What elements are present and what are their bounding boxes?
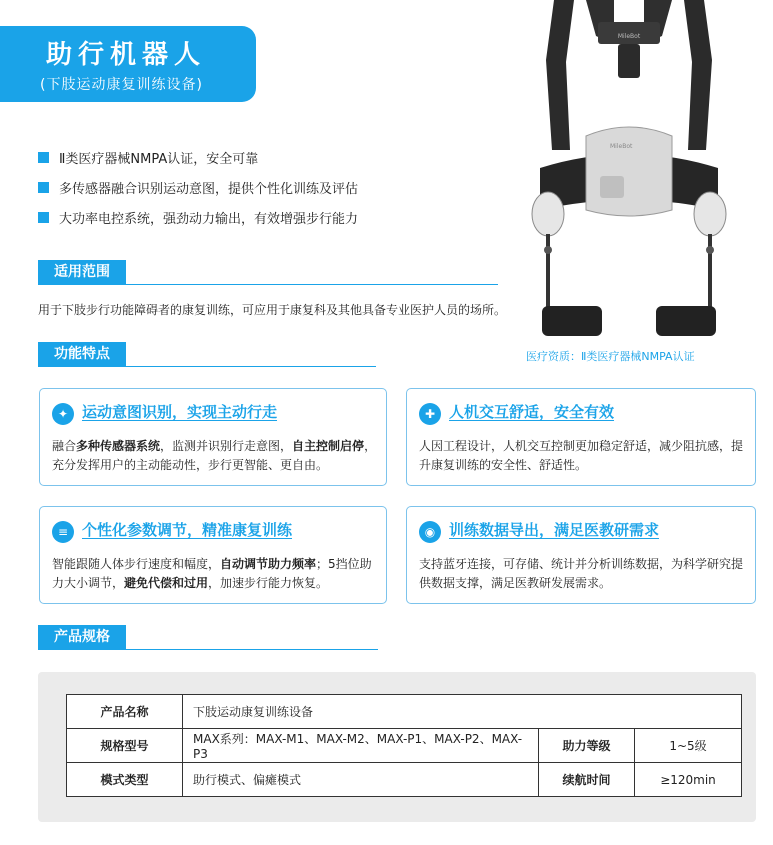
database-icon: ◉	[419, 521, 441, 543]
feature-card-data	[406, 506, 756, 604]
svg-text:MileBot: MileBot	[610, 143, 633, 150]
feature-card-intent	[39, 388, 387, 486]
bullet-square-icon	[38, 182, 49, 193]
exoskeleton-product-image	[526, 0, 732, 342]
highlight-list	[38, 142, 358, 232]
brain-icon: ✦	[52, 403, 74, 425]
sliders-icon: ≡	[52, 521, 74, 543]
feature-card-comfort	[406, 388, 756, 486]
feature-text: 支持蓝牙连接，可存储、统计并分析训练数据，为科学研究提供数据支撑，满足医教研发展需求。	[419, 557, 744, 590]
feature-text: 融合多种传感器系统，监测并识别行走意图，自主控制启停，充分发挥用户的主动能动性，步行更智能、更自由。	[52, 439, 377, 472]
page-title: 助行机器人	[46, 40, 207, 70]
feature-title: 运动意图识别，实现主动行走	[82, 403, 278, 421]
product-caption: 医疗资质：Ⅱ类医疗器械NMPA认证	[526, 350, 695, 363]
section-heading-specs: 产品规格	[38, 625, 378, 649]
bullet-square-icon	[38, 212, 49, 223]
section-heading-features: 功能特点	[38, 342, 376, 366]
brand-logo: MileBot	[617, 33, 641, 40]
feature-title: 训练数据导出，满足医教研需求	[449, 521, 660, 539]
list-item: 大功率电控系统，强劲动力输出，有效增强步行能力	[38, 202, 358, 232]
table-row: 产品名称 下肢运动康复训练设备	[67, 695, 742, 729]
feature-card-params	[39, 506, 387, 604]
page-subtitle: (下肢运动康复训练设备)	[40, 77, 203, 93]
list-item: 多传感器融合识别运动意图，提供个性化训练及评估	[38, 172, 358, 202]
scope-text: 用于下肢步行功能障碍者的康复训练，可应用于康复科及其他具备专业医护人员的场所。	[38, 303, 507, 317]
bullet-square-icon	[38, 152, 49, 163]
feature-title: 个性化参数调节，精准康复训练	[82, 521, 293, 539]
table-row: 模式类型 助行模式、偏瘫模式 续航时间 ≥120min	[67, 763, 742, 797]
list-item: Ⅱ类医疗器械NMPA认证，安全可靠	[38, 142, 358, 172]
section-heading-scope: 适用范围	[38, 260, 498, 284]
bandage-icon: ✚	[419, 403, 441, 425]
spec-table	[66, 694, 742, 797]
title-banner	[0, 26, 256, 102]
table-row: 规格型号 MAX系列：MAX-M1、MAX-M2、MAX-P1、MAX-P2、MAX-P3 助力等级 1~5级	[67, 729, 742, 763]
feature-text: 人因工程设计，人机交互控制更加稳定舒适，减少阻抗感，提升康复训练的安全性、舒适性。	[419, 439, 744, 472]
feature-text: 智能跟随人体步行速度和幅度，自动调节助力频率；5挡位助力大小调节，避免代偿和过用，加速步行能力恢复。	[52, 557, 372, 590]
feature-title: 人机交互舒适，安全有效	[449, 403, 615, 421]
